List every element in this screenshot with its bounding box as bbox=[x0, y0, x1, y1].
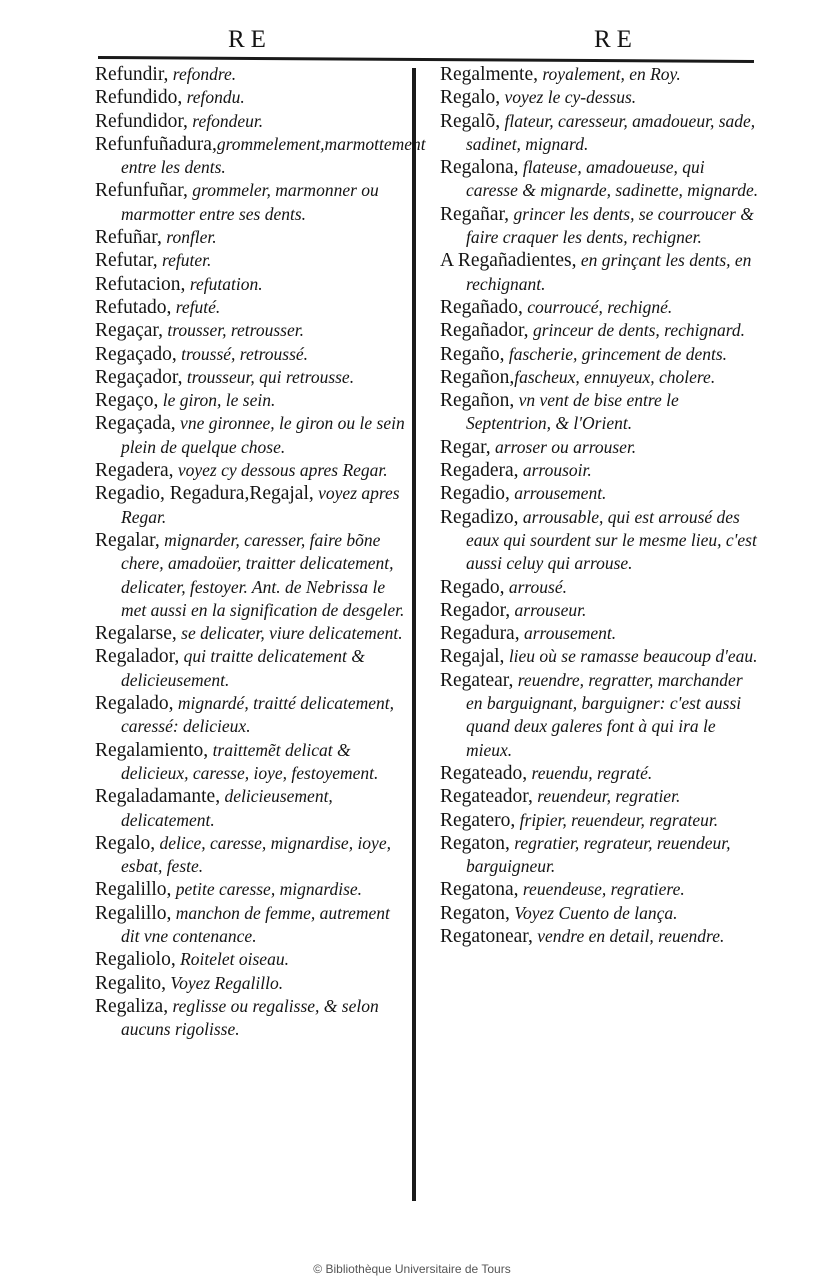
entry-headword: Regaçador, bbox=[95, 366, 183, 388]
entry-definition: lieu où se ramasse beaucoup d'eau. bbox=[504, 646, 758, 667]
entry-headword: Regalillo, bbox=[95, 902, 172, 924]
dictionary-entry bbox=[440, 249, 760, 296]
dictionary-entry bbox=[440, 389, 760, 436]
entry-definition: grommelement,marmottement entre les dents. bbox=[121, 133, 426, 178]
dictionary-entry bbox=[95, 692, 411, 739]
entry-headword: Regañon, bbox=[440, 390, 515, 412]
entry-headword: Regaton, bbox=[440, 832, 510, 854]
dictionary-entry bbox=[95, 482, 411, 529]
entry-definition: petite caresse, mignardise. bbox=[171, 879, 363, 900]
entry-headword: Regalona, bbox=[440, 157, 519, 179]
dictionary-entry bbox=[440, 902, 760, 925]
entry-definition: arrousoir. bbox=[518, 460, 592, 481]
dictionary-entry bbox=[440, 343, 760, 366]
dictionary-entry bbox=[95, 249, 411, 272]
entry-headword: Regalo, bbox=[95, 832, 156, 854]
entry-headword: Refundido, bbox=[95, 87, 183, 109]
entry-headword: Regalmente, bbox=[440, 64, 539, 85]
entry-definition: trousser, retrousser. bbox=[162, 320, 304, 341]
dictionary-entry bbox=[95, 319, 411, 342]
dictionary-entry bbox=[440, 86, 760, 109]
dictionary-entry bbox=[95, 366, 411, 389]
entry-definition: reuendu, regraté. bbox=[527, 762, 653, 783]
entry-headword: Regateado, bbox=[440, 762, 528, 784]
column-divider bbox=[412, 68, 416, 1201]
entry-headword: Regatonear, bbox=[440, 925, 533, 947]
entry-headword: Regalador, bbox=[95, 646, 180, 668]
dictionary-entry bbox=[440, 203, 760, 250]
dictionary-entry bbox=[95, 343, 411, 366]
entry-headword: Regaçada, bbox=[95, 413, 176, 435]
dictionary-entry bbox=[440, 63, 760, 86]
entry-headword: Regalillo, bbox=[95, 879, 172, 901]
entry-headword: Regaladamante, bbox=[95, 786, 221, 808]
header-rule bbox=[98, 56, 754, 63]
entry-definition: reuendeuse, regratiere. bbox=[518, 879, 685, 900]
entry-headword: Regadio, Regadura,Regajal, bbox=[95, 483, 314, 505]
dictionary-entry bbox=[440, 319, 760, 342]
entry-headword: Regalito, bbox=[95, 972, 166, 994]
dictionary-entry bbox=[95, 902, 411, 949]
entry-definition: grinceur de dents, rechignard. bbox=[528, 320, 746, 341]
entry-definition: arroser ou arrouser. bbox=[490, 436, 637, 457]
entry-headword: Regadura, bbox=[440, 623, 520, 645]
entry-headword: Regatona, bbox=[440, 879, 519, 901]
entry-definition: troussé, retroussé. bbox=[176, 343, 309, 364]
copyright-footer: © Bibliothèque Universitaire de Tours bbox=[313, 1262, 511, 1276]
entry-headword: Regaço, bbox=[95, 390, 159, 412]
dictionary-entry bbox=[440, 599, 760, 622]
entry-definition: se delicater, viure delicatement. bbox=[176, 623, 403, 644]
entry-definition: voyez apres Regar. bbox=[121, 483, 400, 527]
entry-definition: reuendeur, regratier. bbox=[532, 786, 681, 807]
entry-definition: fripier, reuendeur, regrateur. bbox=[515, 809, 719, 830]
dictionary-entry bbox=[440, 645, 760, 668]
entry-headword: Regar, bbox=[440, 436, 491, 458]
entry-definition: grommeler, marmonner ou marmotter entre ses dents. bbox=[121, 180, 379, 224]
entry-definition: arrousable, qui est arrousé des eaux qui sourdent sur le mesme lieu, c'est aussi celuy qui arrouse. bbox=[466, 506, 757, 574]
dictionary-entry bbox=[95, 972, 411, 995]
entry-headword: Regador, bbox=[440, 599, 511, 621]
entry-definition: arrouseur. bbox=[510, 599, 587, 620]
entry-definition: mignardé, traitté delicatement, caressé: delicieux. bbox=[121, 693, 395, 737]
entry-definition: ronfler. bbox=[161, 227, 217, 248]
entry-definition: refondeur. bbox=[187, 110, 264, 131]
dictionary-entry bbox=[440, 878, 760, 901]
entry-definition: arrousé. bbox=[504, 576, 568, 597]
dictionary-entry bbox=[440, 436, 760, 459]
dictionary-entry bbox=[95, 273, 411, 296]
entry-definition: delice, caresse, mignardise, ioye, esbat, feste. bbox=[121, 832, 391, 877]
dictionary-entry bbox=[95, 832, 411, 879]
dictionary-entry bbox=[95, 86, 411, 109]
entry-headword: Regadio, bbox=[440, 483, 510, 505]
entry-definition: voyez cy dessous apres Regar. bbox=[173, 460, 388, 481]
running-head-left: RE bbox=[228, 26, 272, 53]
dictionary-entry bbox=[95, 995, 411, 1042]
entry-headword: A Regañadientes, bbox=[440, 250, 577, 272]
entry-headword: Regaliza, bbox=[95, 995, 169, 1017]
dictionary-entry bbox=[440, 296, 760, 319]
entry-headword: Regadera, bbox=[440, 460, 519, 482]
entry-definition: Voyez Regalillo. bbox=[165, 972, 284, 993]
entry-definition: trousseur, qui retrousse. bbox=[182, 366, 355, 387]
dictionary-entry bbox=[440, 925, 760, 948]
entry-headword: Regaliolo, bbox=[95, 949, 176, 971]
entry-definition: refutation. bbox=[185, 273, 263, 294]
entry-definition: arrousement. bbox=[509, 483, 607, 504]
entry-headword: Refunfuñadura, bbox=[95, 133, 217, 155]
entry-definition: en grinçant les dents, en rechignant. bbox=[466, 250, 752, 294]
entry-headword: Regado, bbox=[440, 576, 505, 598]
entry-headword: Refundidor, bbox=[95, 110, 188, 132]
entry-definition: flateur, caresseur, amadoueur, sade, sadinet, mignard. bbox=[466, 110, 756, 154]
dictionary-entry bbox=[95, 948, 411, 971]
entry-definition: qui traitte delicatement & delicieusement. bbox=[121, 646, 365, 690]
dictionary-entry bbox=[440, 832, 760, 879]
entry-headword: Refundir, bbox=[95, 64, 169, 85]
dictionary-entry bbox=[95, 645, 411, 692]
entry-definition: delicieusement, delicatement. bbox=[121, 786, 333, 830]
dictionary-entry bbox=[95, 226, 411, 249]
dictionary-entry bbox=[440, 366, 760, 389]
dictionary-entry bbox=[95, 785, 411, 832]
entry-headword: Regañar, bbox=[440, 203, 510, 225]
entry-definition: vendre en detail, reuendre. bbox=[532, 925, 725, 946]
dictionary-entry bbox=[440, 110, 760, 157]
dictionary-entry bbox=[95, 179, 411, 226]
entry-headword: Regalamiento, bbox=[95, 739, 209, 761]
dictionary-entry bbox=[95, 878, 411, 901]
dictionary-entry bbox=[95, 622, 411, 645]
dictionary-entry bbox=[440, 622, 760, 645]
entry-headword: Refutar, bbox=[95, 250, 158, 272]
entry-headword: Refutado, bbox=[95, 296, 172, 318]
entry-definition: fascheux, ennuyeux, cholere. bbox=[514, 366, 716, 387]
entry-definition: Roitelet oiseau. bbox=[175, 949, 289, 970]
entry-headword: Regateador, bbox=[440, 786, 533, 808]
entry-headword: Refuñar, bbox=[95, 227, 162, 249]
entry-headword: Regaçado, bbox=[95, 343, 177, 365]
dictionary-entry bbox=[440, 506, 760, 576]
entry-headword: Regalõ, bbox=[440, 110, 501, 132]
entry-definition: vne gironnee, le giron ou le sein plein de quelque chose. bbox=[121, 413, 405, 457]
entry-headword: Regalar, bbox=[95, 529, 160, 551]
entry-definition: grincer les dents, se courroucer & faire craquer les dents, rechigner. bbox=[466, 203, 754, 248]
dictionary-entry bbox=[95, 529, 411, 622]
dictionary-entry bbox=[95, 389, 411, 412]
entry-headword: Regañado, bbox=[440, 296, 523, 318]
entry-headword: Refutacion, bbox=[95, 273, 186, 295]
entry-definition: mignarder, caresser, faire bõne chere, amadoüer, traitter delicatement, delicater, festoyer. Ant. de Nebrissa le met aussi en la signification de desgeler. bbox=[121, 529, 405, 620]
dictionary-entry bbox=[95, 412, 411, 459]
dictionary-entry bbox=[95, 739, 411, 786]
entry-headword: Regatero, bbox=[440, 809, 516, 831]
entry-definition: vn vent de bise entre le Septentrion, & l'Orient. bbox=[466, 390, 679, 434]
dictionary-entry bbox=[95, 459, 411, 482]
entry-definition: royalement, en Roy. bbox=[538, 64, 681, 84]
entry-definition: manchon de femme, autrement dit vne contenance. bbox=[121, 902, 390, 946]
entry-definition: refuter. bbox=[157, 250, 212, 271]
left-column bbox=[95, 63, 426, 1041]
entry-definition: le giron, le sein. bbox=[158, 390, 276, 411]
running-head-right: RE bbox=[594, 26, 638, 53]
entry-definition: flateuse, amadoueuse, qui caresse & mignarde, sadinette, mignarde. bbox=[466, 157, 759, 201]
entry-headword: Regadera, bbox=[95, 460, 174, 482]
entry-headword: Regalarse, bbox=[95, 623, 177, 645]
dictionary-entry bbox=[440, 459, 760, 482]
entry-headword: Regalado, bbox=[95, 693, 174, 715]
entry-definition: arrousement. bbox=[519, 623, 617, 644]
dictionary-entry bbox=[95, 110, 411, 133]
entry-definition: refuté. bbox=[171, 296, 221, 317]
entry-definition: regratier, regrateur, reuendeur, barguigneur. bbox=[466, 832, 731, 877]
dictionary-entry bbox=[440, 156, 760, 203]
dictionary-entry bbox=[440, 669, 760, 762]
dictionary-entry bbox=[440, 576, 760, 599]
entry-headword: Refunfuñar, bbox=[95, 180, 188, 202]
entry-headword: Regaton, bbox=[440, 902, 510, 924]
entry-definition: reglisse ou regalisse, & selon aucuns rigolisse. bbox=[121, 995, 379, 1040]
dictionary-entry bbox=[440, 482, 760, 505]
entry-definition: refondre. bbox=[168, 64, 237, 84]
entry-headword: Regalo, bbox=[440, 87, 501, 109]
entry-definition: traittemẽt delicat & delicieux, caresse, ioye, festoyement. bbox=[121, 739, 379, 783]
right-column bbox=[440, 63, 760, 948]
entry-definition: Voyez Cuento de lança. bbox=[509, 902, 678, 923]
entry-headword: Regaçar, bbox=[95, 320, 163, 342]
entry-definition: courroucé, rechigné. bbox=[522, 296, 673, 317]
entry-definition: fascherie, grincement de dents. bbox=[504, 343, 728, 364]
entry-definition: voyez le cy-dessus. bbox=[500, 87, 637, 108]
entry-headword: Regañon, bbox=[440, 366, 515, 388]
dictionary-entry bbox=[95, 296, 411, 319]
dictionary-entry bbox=[440, 809, 760, 832]
entry-headword: Regatear, bbox=[440, 669, 514, 691]
dictionary-entry bbox=[95, 133, 426, 180]
dictionary-entry bbox=[440, 785, 760, 808]
dictionary-entry bbox=[95, 63, 411, 86]
entry-headword: Regaño, bbox=[440, 343, 505, 365]
entry-headword: Regadizo, bbox=[440, 506, 519, 528]
entry-headword: Regajal, bbox=[440, 646, 505, 668]
entry-headword: Regañador, bbox=[440, 320, 529, 342]
entry-definition: reuendre, regratter, marchander en barguignant, barguigner: c'est aussi quand deux galeres font à qui ira le mieux. bbox=[466, 669, 743, 760]
dictionary-entry bbox=[440, 762, 760, 785]
entry-definition: refondu. bbox=[182, 87, 245, 108]
